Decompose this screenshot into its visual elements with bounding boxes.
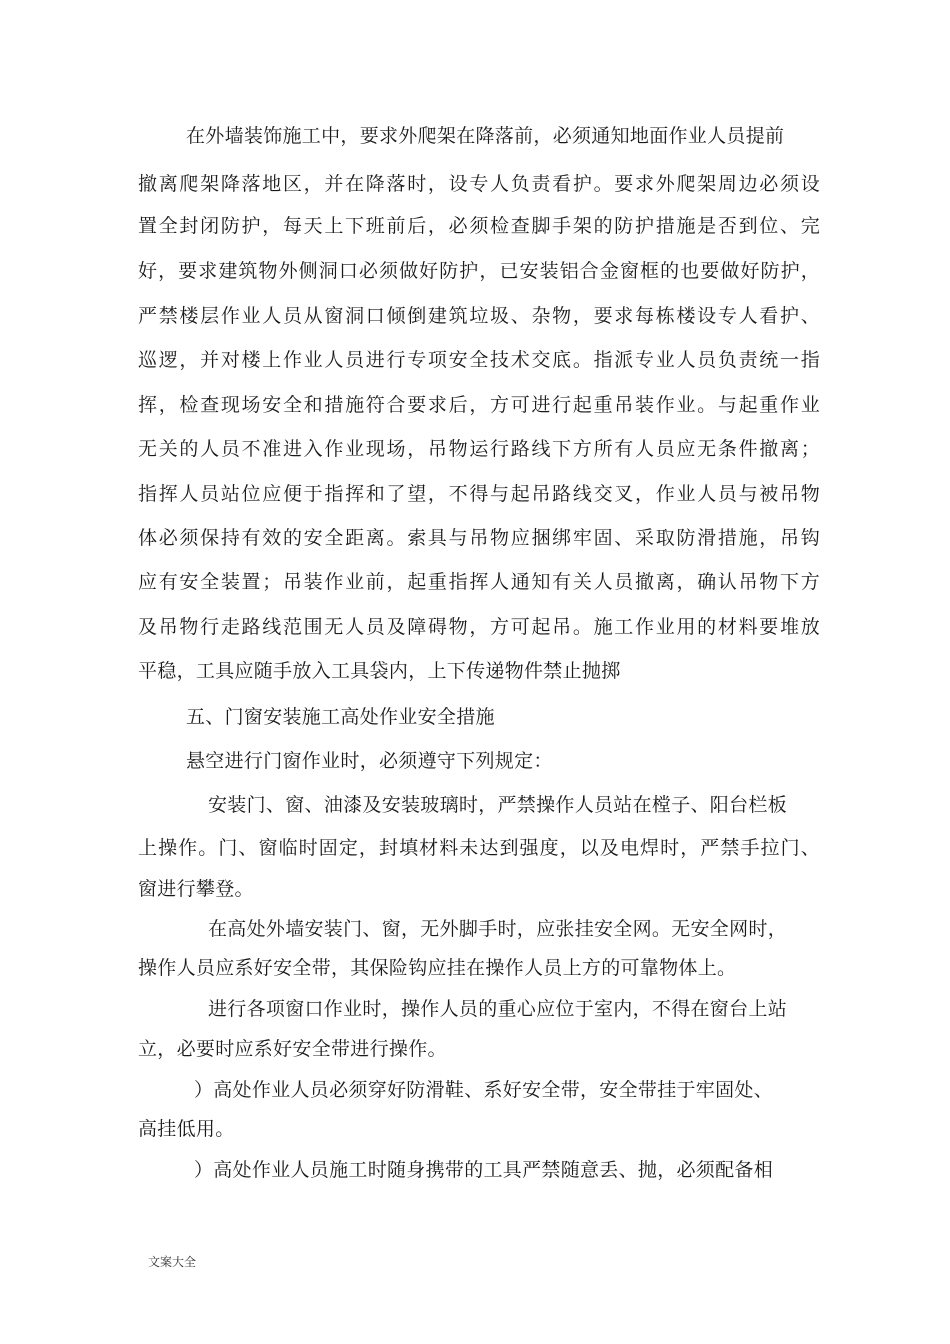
- text-line: 体必须保持有效的安全距离。索具与吊物应捆绑牢固、采取防滑措施，吊钩: [138, 527, 820, 549]
- text-line: 置全封闭防护，每天上下班前后，必须检查脚手架的防护措施是否到位、完: [138, 215, 820, 237]
- text-line: 平稳，工具应随手放入工具袋内，上下传递物件禁止抛掷: [138, 660, 621, 682]
- text-line: 在外墙装饰施工中，要求外爬架在降落前，必须通知地面作业人员提前: [186, 125, 785, 147]
- text-line: 立，必要时应系好安全带进行操作。: [138, 1038, 447, 1060]
- text-line: 挥，检查现场安全和措施符合要求后，方可进行起重吊装作业。与起重作业: [138, 394, 820, 416]
- text-line: 操作人员应系好安全带，其保险钩应挂在操作人员上方的可靠物体上。: [138, 957, 737, 979]
- footer-label: 文案大全: [148, 1255, 197, 1269]
- text-line: ）高处作业人员必须穿好防滑鞋、系好安全带，安全带挂于牢固处、: [194, 1079, 774, 1101]
- text-line: 指挥人员站位应便于指挥和了望，不得与起吊路线交叉，作业人员与被吊物: [138, 483, 820, 505]
- text-line: 窗进行攀登。: [138, 878, 254, 900]
- text-line: 严禁楼层作业人员从窗洞口倾倒建筑垃圾、杂物，要求每栋楼设专人看护、: [138, 305, 820, 327]
- text-line: ）高处作业人员施工时随身携带的工具严禁随意丢、抛，必须配备相: [194, 1159, 774, 1181]
- text-line: 五、门窗安装施工高处作业安全措施: [186, 706, 495, 728]
- text-line: 安装门、窗、油漆及安装玻璃时，严禁操作人员站在樘子、阳台栏板: [208, 794, 788, 816]
- text-line: 悬空进行门窗作业时，必须遵守下列规定：: [186, 750, 553, 772]
- text-line: 在高处外墙安装门、窗，无外脚手时，应张挂安全网。无安全网时，: [208, 918, 788, 940]
- text-line: 应有安全装置；吊装作业前，起重指挥人通知有关人员撤离，确认吊物下方: [138, 571, 820, 593]
- text-line: 上操作。门、窗临时固定，封填材料未达到强度，以及电焊时，严禁手拉门、: [138, 837, 820, 859]
- text-line: 进行各项窗口作业时，操作人员的重心应位于室内，不得在窗台上站: [208, 998, 788, 1020]
- text-line: 高挂低用。: [138, 1118, 235, 1140]
- text-line: 好，要求建筑物外侧洞口必须做好防护，已安装铝合金窗框的也要做好防护，: [138, 260, 820, 282]
- text-line: 巡逻，并对楼上作业人员进行专项安全技术交底。指派专业人员负责统一指: [138, 349, 820, 371]
- text-line: 无关的人员不准进入作业现场，吊物运行路线下方所有人员应无条件撤离；: [138, 438, 820, 460]
- text-line: 及吊物行走路线范围无人员及障碍物，方可起吊。施工作业用的材料要堆放: [138, 616, 820, 638]
- text-line: 撤离爬架降落地区，并在降落时，设专人负责看护。要求外爬架周边必须设: [138, 173, 820, 195]
